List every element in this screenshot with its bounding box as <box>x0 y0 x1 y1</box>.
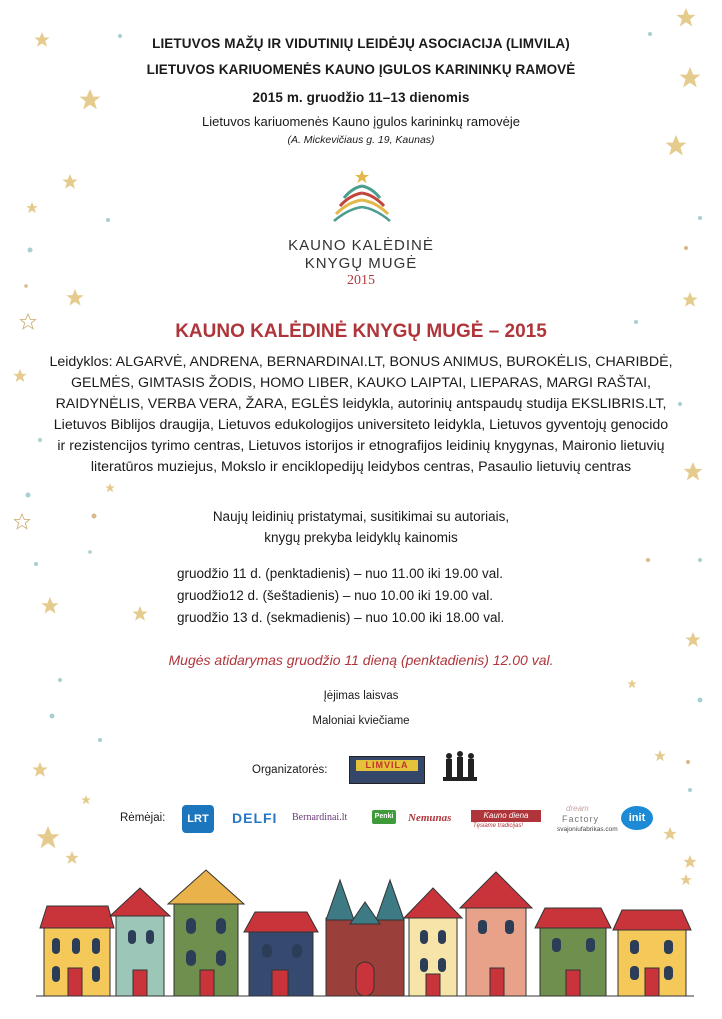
header-association: LIETUVOS MAŽŲ IR VIDUTINIŲ LEIDĖJŲ ASOCIACIJA (LIMVILA) <box>152 36 570 51</box>
header-dates: 2015 m. gruodžio 11–13 dienomis <box>252 90 470 105</box>
header-venue: Lietuvos kariuomenės Kauno įgulos karininkų ramovėje <box>202 114 520 129</box>
entry-note: Įėjimas laisvas <box>323 690 399 702</box>
schedule-saturday: gruodžio12 d. (šeštadienis) – nuo 10.00 iki 19.00 val. <box>177 588 493 603</box>
limvila-logo-text: LIMVILA <box>356 760 418 771</box>
officers-club-emblem-icon <box>440 748 480 784</box>
schedule-list <box>177 563 504 629</box>
publishers-line: ir rezistencijos tyrimo centras, Lietuvos istorijos ir etnografijos leidinių knygynas, Maironio lietuvių <box>57 438 665 454</box>
houses-illustration <box>0 858 722 1019</box>
header-officers-club: LIETUVOS KARIUOMENĖS KAUNO ĮGULOS KARININKŲ RAMOVĖ <box>146 62 576 77</box>
schedule-friday: gruodžio 11 d. (penktadienis) – nuo 11.00 iki 19.00 val. <box>177 566 503 581</box>
logo-line2: KNYGŲ MUGĖ <box>304 255 418 272</box>
publishers-list <box>28 352 694 478</box>
sponsor-penki-logo: Penki <box>372 810 396 824</box>
sponsor-kauno-diena-slogan: Tęsiame tradicijas! <box>473 823 524 829</box>
header-address: (A. Mickevičiaus g. 19, Kaunas) <box>287 134 435 146</box>
schedule-sunday: gruodžio 13 d. (sekmadienis) – nuo 10.00 iki 18.00 val. <box>177 610 505 625</box>
sponsor-lrt-logo: LRT <box>182 805 214 833</box>
sponsor-factory-url: svajoniufabrikas.com <box>557 826 618 833</box>
organizers-label: Organizatorės: <box>252 764 328 776</box>
publishers-line: GELMĖS, GIMTASIS ŽODIS, HOMO LIBER, KAUKO LAIPTAI, LIEPARAS, MARGI RAŠTAI, <box>71 375 651 391</box>
intro-line1: Naujų leidinių pristatymai, susitikimai su autoriais, <box>212 509 510 524</box>
publishers-line: RAIDYNĖLIS, VERBA VERA, ŽARA, EGLĖS leidykla, autorinių antspaudų studija EKSLIBRIS.LT, <box>55 396 667 412</box>
book-tree-logo-icon <box>330 166 394 226</box>
publishers-line: Lietuvos Biblijos draugija, Lietuvos edukologijos universiteto leidykla, Lietuvos gyventojų genocido <box>53 417 669 433</box>
publishers-line: Leidyklos: ALGARVĖ, ANDRENA, BERNARDINAI.LT, BONUS ANIMUS, BUROKĖLIS, CHARIBDĖ, <box>49 354 673 370</box>
limvila-logo <box>349 756 425 784</box>
sponsor-factory-logo: Factory <box>562 814 600 824</box>
sponsor-factory-top: dream <box>566 804 589 813</box>
sponsor-delfi-logo: DELFI <box>232 810 278 826</box>
publishers-line: literatūros muziejus, Mokslo ir enciklopedijų leidybos centras, Pasaulio lietuvių centras <box>90 459 632 475</box>
main-title: KAUNO KALĖDINĖ KNYGŲ MUGĖ – 2015 <box>175 321 547 342</box>
intro-line2: knygų prekyba leidyklų kainomis <box>264 530 458 545</box>
sponsor-nemunas-logo: Nemunas <box>408 812 452 824</box>
logo-line1: KAUNO KALĖDINĖ <box>288 237 434 254</box>
sponsor-kauno-diena-logo: Kauno diena <box>471 810 541 822</box>
sponsor-bernardinai-logo: Bernardinai.lt <box>292 812 348 823</box>
opening-note: Mugės atidarymas gruodžio 11 dieną (penktadienis) 12.00 val. <box>168 652 554 668</box>
sponsor-init-logo: init <box>621 806 653 830</box>
logo-year: 2015 <box>347 273 375 288</box>
sponsors-label: Rėmėjai: <box>120 812 166 824</box>
welcome-note: Maloniai kviečiame <box>312 715 410 727</box>
